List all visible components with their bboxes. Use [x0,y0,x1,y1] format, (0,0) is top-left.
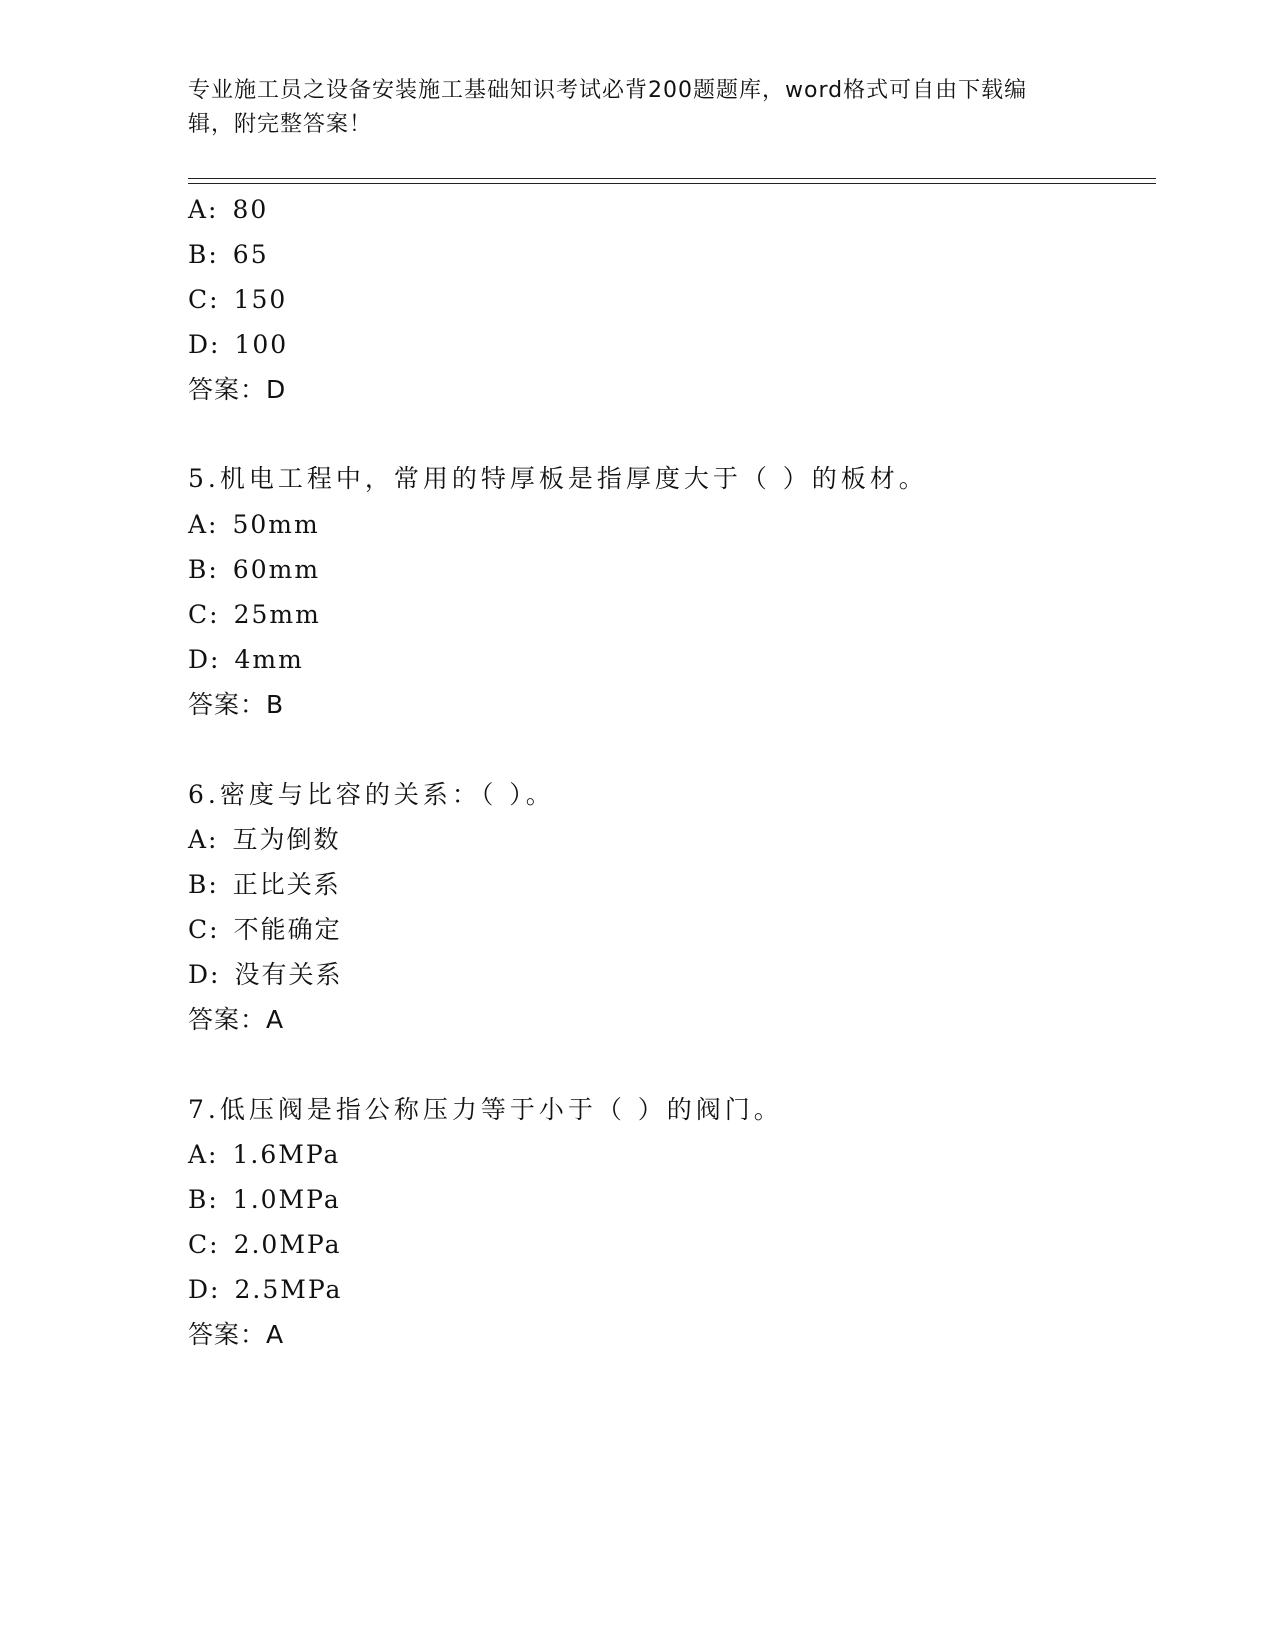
q6-title: 6.密度与比容的关系：（ ）。 [188,780,555,809]
option-value: 没有关系 [234,960,343,989]
q6-option-a [188,824,341,856]
header-divider-top [188,178,1156,179]
q5-option-c [188,599,321,631]
option-label: B: [188,1185,219,1214]
q4-option-b [188,239,269,271]
option-label: B: [188,240,219,269]
option-label: D: [188,1275,221,1304]
option-label: C: [188,285,220,314]
option-value: 1.0MPa [232,1185,341,1214]
q7-title: 7.低压阀是指公称压力等于小于（ ）的阀门。 [188,1095,783,1124]
q6-option-c [188,914,342,946]
option-value: 150 [233,285,288,314]
option-label: D: [188,645,221,674]
q7-option-b [188,1184,341,1216]
q4-option-a [188,194,268,226]
q5-option-a [188,509,320,541]
q5-option-b [188,554,320,586]
q7-option-a [188,1139,340,1171]
q5-option-d [188,644,304,676]
q5-answer: 答案：B [188,690,285,719]
option-label: A: [188,510,219,539]
option-value: 2.5MPa [234,1275,343,1304]
q6-option-b [188,869,341,901]
option-value: 互为倒数 [232,825,341,854]
header-divider-bottom [188,183,1156,184]
option-label: D: [188,330,221,359]
option-value: 65 [232,240,269,269]
option-value: 50mm [232,510,320,539]
q7-option-c [188,1229,342,1261]
q7-answer: 答案：A [188,1320,285,1349]
q4-answer: 答案：D [188,375,287,404]
q7-option-d [188,1274,342,1306]
option-label: D: [188,960,221,989]
option-value: 2.0MPa [233,1230,342,1259]
option-value: 1.6MPa [232,1140,341,1169]
option-label: C: [188,1230,220,1259]
option-value: 60mm [232,555,321,584]
q6-answer: 答案：A [188,1005,285,1034]
option-label: B: [188,555,219,584]
option-value: 4mm [234,645,304,674]
q4-option-c [188,284,287,316]
option-value: 100 [234,330,289,359]
option-label: A: [188,825,219,854]
option-label: C: [188,915,220,944]
q6-option-d [188,959,342,991]
option-label: B: [188,870,219,899]
q5-title: 5.机电工程中，常用的特厚板是指厚度大于（ ）的板材。 [188,464,928,493]
option-value: 80 [232,195,269,224]
option-value: 正比关系 [232,870,341,899]
q4-option-d [188,329,288,361]
option-value: 不能确定 [233,915,342,944]
document-header: 专业施工员之设备安装施工基础知识考试必背200题题库，word格式可自由下载编辑，附完整答案！ [188,78,1028,137]
option-label: A: [188,1140,219,1169]
option-label: C: [188,600,220,629]
option-label: A: [188,195,219,224]
option-value: 25mm [233,600,321,629]
